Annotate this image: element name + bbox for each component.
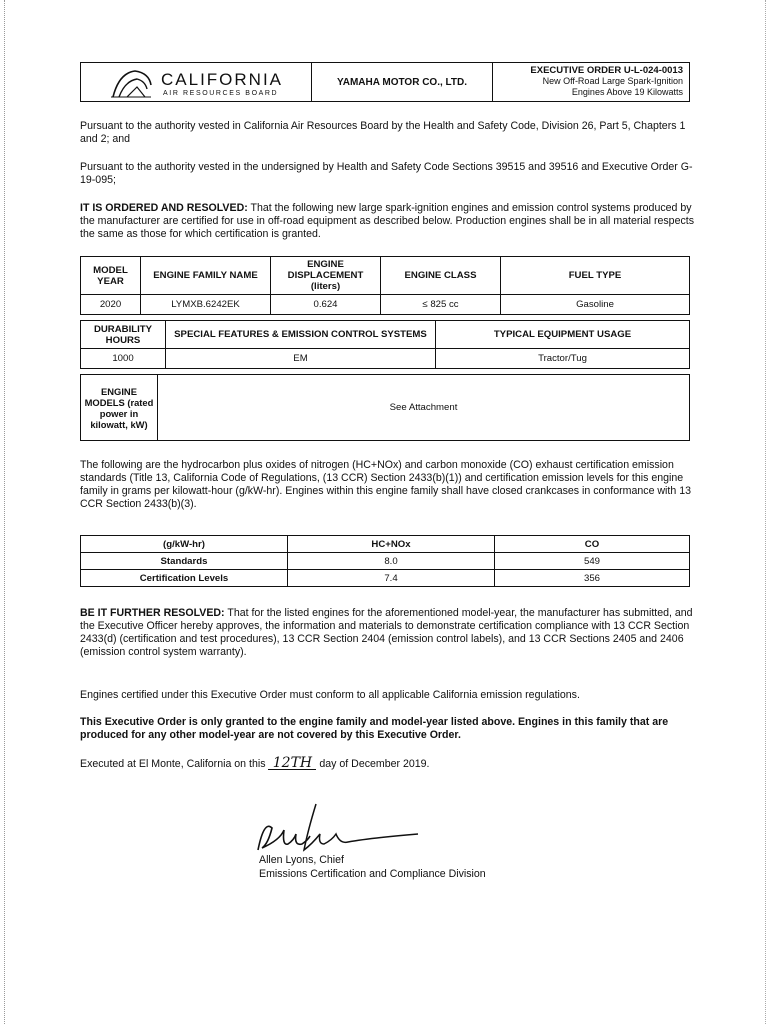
col-model-year: MODEL YEAR <box>81 257 141 295</box>
cell-model-year: 2020 <box>81 295 141 315</box>
executed-prefix: Executed at El Monte, California on this <box>80 758 269 770</box>
carb-emblem-icon <box>109 67 153 99</box>
models-table <box>80 374 690 441</box>
col-durability: DURABILITY HOURS <box>81 321 166 349</box>
cell-certification-hc-nox: 7.4 <box>288 570 495 587</box>
cell-standards-hc-nox: 8.0 <box>288 553 495 570</box>
features-table <box>80 320 690 369</box>
cell-certification-co: 356 <box>495 570 690 587</box>
cell-equipment-usage: Tractor/Tug <box>436 349 690 369</box>
executed-suffix: day of December 2019. <box>316 758 430 770</box>
col-units: (g/kW-hr) <box>81 536 288 553</box>
signer-division: Emissions Certification and Compliance Division <box>259 868 486 880</box>
col-hc-nox: HC+NOx <box>288 536 495 553</box>
cell-engine-family: LYMXB.6242EK <box>141 295 271 315</box>
table-row <box>81 570 690 587</box>
intro-paragraph-1: Pursuant to the authority vested in California Air Resources Board by the Health and Safety Code, Division 26, Part 5, Chapters 1 and 2; and <box>80 120 686 145</box>
further-resolved-text: That for the listed engines for the aforementioned model-year, the manufacturer has submitted, and the Executive Officer hereby approves, the information and materials to demonstrate certification compliance with 13 CCR Section 2433(d) (certification and test procedures), 13 CCR Section 2404 (emission control labels), and 13 CCR Sections 2405 and 2406 (emission control system warranty). <box>80 607 693 658</box>
col-co: CO <box>495 536 690 553</box>
cell-engine-class: ≤ 825 cc <box>381 295 501 315</box>
col-engine-models: ENGINE MODELS (rated power in kilowatt, kW) <box>81 375 158 441</box>
document-header <box>80 62 690 102</box>
handwritten-signature <box>250 800 430 860</box>
cell-fuel-type: Gasoline <box>501 295 690 315</box>
ordered-text: That the following new large spark-ignition engines and emission control systems produced by the manufacturer are certified for use in off-road equipment as described below. Production engines shall be in all material respects the same as those for which certification is granted. <box>80 202 694 240</box>
row-label-certification-levels: Certification Levels <box>81 570 288 587</box>
scan-edge-left <box>4 0 6 1024</box>
carb-logo <box>81 63 312 101</box>
logo-subtitle: AIR RESOURCES BOARD <box>163 90 279 97</box>
executive-order-number: EXECUTIVE ORDER U-L-024-0013 <box>530 65 683 76</box>
further-resolved-lead: BE IT FURTHER RESOLVED: <box>80 607 225 619</box>
cell-durability: 1000 <box>81 349 166 369</box>
scan-edge-right <box>765 0 767 1024</box>
logo-word: CALIFORNIA <box>161 70 284 89</box>
col-fuel-type: FUEL TYPE <box>501 257 690 295</box>
cell-special-features: EM <box>166 349 436 369</box>
col-engine-family: ENGINE FAMILY NAME <box>141 257 271 295</box>
manufacturer-name: YAMAHA MOTOR CO., LTD. <box>312 63 493 101</box>
col-special-features: SPECIAL FEATURES & EMISSION CONTROL SYSTEMS <box>166 321 436 349</box>
engine-table <box>80 256 690 315</box>
row-label-standards: Standards <box>81 553 288 570</box>
table-row <box>81 553 690 570</box>
emission-table <box>80 535 690 587</box>
ordered-paragraph <box>80 202 695 241</box>
signer-block <box>259 853 659 881</box>
col-displacement: ENGINE DISPLACEMENT (liters) <box>271 257 381 295</box>
standards-paragraph: The following are the hydrocarbon plus oxides of nitrogen (HC+NOx) and carbon monoxide (CO) exhaust certification emission standards (Title 13, California Code of Regulations, (13 CCR) Section 2433(b)(1)) and certification emission levels for this engine family in grams per kilowatt-hour (g/kW-hr). Engines within this engine family shall have closed crankcases in conformance with 13 CCR Section 2433(b)(3). <box>80 459 691 510</box>
intro-paragraph-2: Pursuant to the authority vested in the undersigned by Health and Safety Code Sections 39515 and 39516 and Executive Order G-19-095; <box>80 161 693 186</box>
col-equipment-usage: TYPICAL EQUIPMENT USAGE <box>436 321 690 349</box>
executive-order-block <box>493 63 689 101</box>
ordered-lead: IT IS ORDERED AND RESOLVED: <box>80 202 248 214</box>
table-row <box>81 349 690 369</box>
conform-paragraph: Engines certified under this Executive Order must conform to all applicable California emission regulations. <box>80 689 580 701</box>
cell-displacement: 0.624 <box>271 295 381 315</box>
signer-name: Allen Lyons, Chief <box>259 854 344 866</box>
cell-see-attachment: See Attachment <box>158 375 690 441</box>
executive-order-line2: New Off-Road Large Spark-Ignition <box>542 76 683 86</box>
col-engine-class: ENGINE CLASS <box>381 257 501 295</box>
executive-order-line3: Engines Above 19 Kilowatts <box>571 87 683 97</box>
executed-line <box>80 757 695 771</box>
cell-standards-co: 549 <box>495 553 690 570</box>
scope-paragraph: This Executive Order is only granted to the engine family and model-year listed above. Engines in this family that are produced for any other model-year are not covered by this Executive Order. <box>80 716 669 741</box>
further-resolved-paragraph <box>80 607 695 659</box>
executed-day: 12TH <box>268 757 316 770</box>
table-row <box>81 295 690 315</box>
